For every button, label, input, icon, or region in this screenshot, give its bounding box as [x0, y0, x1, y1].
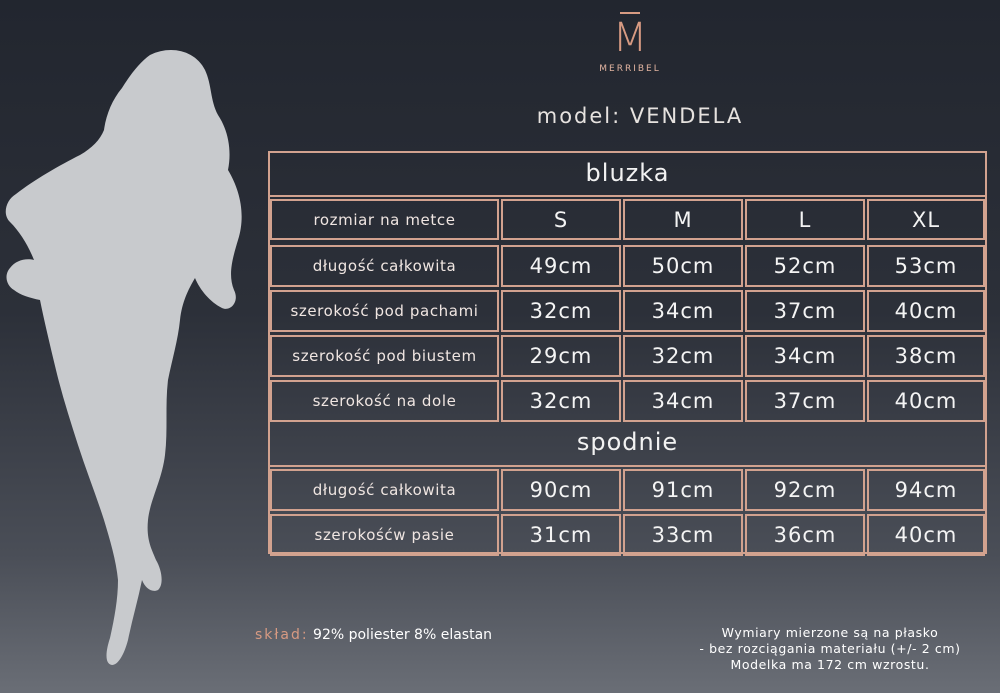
- size-table: [268, 151, 987, 554]
- section-divider-bottom: [270, 465, 985, 467]
- top-row-label: długość całkowita: [270, 245, 499, 287]
- top-row-value: 37cm: [745, 290, 865, 332]
- size-header-value: L: [745, 199, 865, 240]
- size-header-value: XL: [867, 199, 985, 240]
- section-title-top: bluzka: [585, 159, 670, 187]
- model-silhouette-image: [0, 40, 270, 690]
- section-divider-top: [270, 195, 985, 197]
- model-title: model: VENDELA: [536, 104, 744, 128]
- top-row-value: 52cm: [745, 245, 865, 287]
- top-row-value: 32cm: [623, 335, 743, 377]
- top-row-value: 53cm: [867, 245, 985, 287]
- bottom-row-value: 90cm: [501, 469, 621, 511]
- note-line-1: Wymiary mierzone są na płasko: [721, 625, 939, 640]
- top-row-value: 32cm: [501, 290, 621, 332]
- composition-colon: :: [301, 627, 309, 643]
- top-row-value: 34cm: [745, 335, 865, 377]
- logo-letter: M: [612, 15, 648, 61]
- top-row-value: 40cm: [867, 380, 985, 422]
- merribel-logo: [590, 12, 670, 74]
- logo-brand: MERRIBEL: [599, 64, 661, 74]
- measurement-note: [650, 625, 1000, 673]
- note-line-3: Modelka ma 172 cm wzrostu.: [730, 657, 930, 672]
- top-row-value: 29cm: [501, 335, 621, 377]
- top-row-value: 34cm: [623, 380, 743, 422]
- bottom-row-value: 31cm: [501, 514, 621, 556]
- top-row-label: szerokość pod biustem: [270, 335, 499, 377]
- logo-bar: [620, 12, 640, 14]
- size-header-value: M: [623, 199, 743, 240]
- top-row-label: szerokość na dole: [270, 380, 499, 422]
- bottom-row-value: 92cm: [745, 469, 865, 511]
- top-row-value: 37cm: [745, 380, 865, 422]
- size-header-value: S: [501, 199, 621, 240]
- composition: [255, 627, 492, 643]
- section-title-bottom: spodnie: [576, 428, 679, 456]
- top-row-value: 40cm: [867, 290, 985, 332]
- bottom-row-label: długość całkowita: [270, 469, 499, 511]
- top-row-value: 38cm: [867, 335, 985, 377]
- composition-text: 92% poliester 8% elastan: [313, 627, 493, 643]
- bottom-row-value: 33cm: [623, 514, 743, 556]
- bottom-row-value: 36cm: [745, 514, 865, 556]
- bottom-row-value: 40cm: [867, 514, 985, 556]
- top-row-label: szerokość pod pachami: [270, 290, 499, 332]
- top-row-value: 32cm: [501, 380, 621, 422]
- top-row-value: 34cm: [623, 290, 743, 332]
- bottom-row-value: 94cm: [867, 469, 985, 511]
- size-header-label: rozmiar na metce: [270, 199, 499, 240]
- composition-label: skład: [255, 627, 302, 643]
- top-row-value: 49cm: [501, 245, 621, 287]
- top-row-value: 50cm: [623, 245, 743, 287]
- bottom-row-label: szerokośćw pasie: [270, 514, 499, 556]
- bottom-row-value: 91cm: [623, 469, 743, 511]
- note-line-2: - bez rozciągania materiału (+/- 2 cm): [699, 641, 961, 656]
